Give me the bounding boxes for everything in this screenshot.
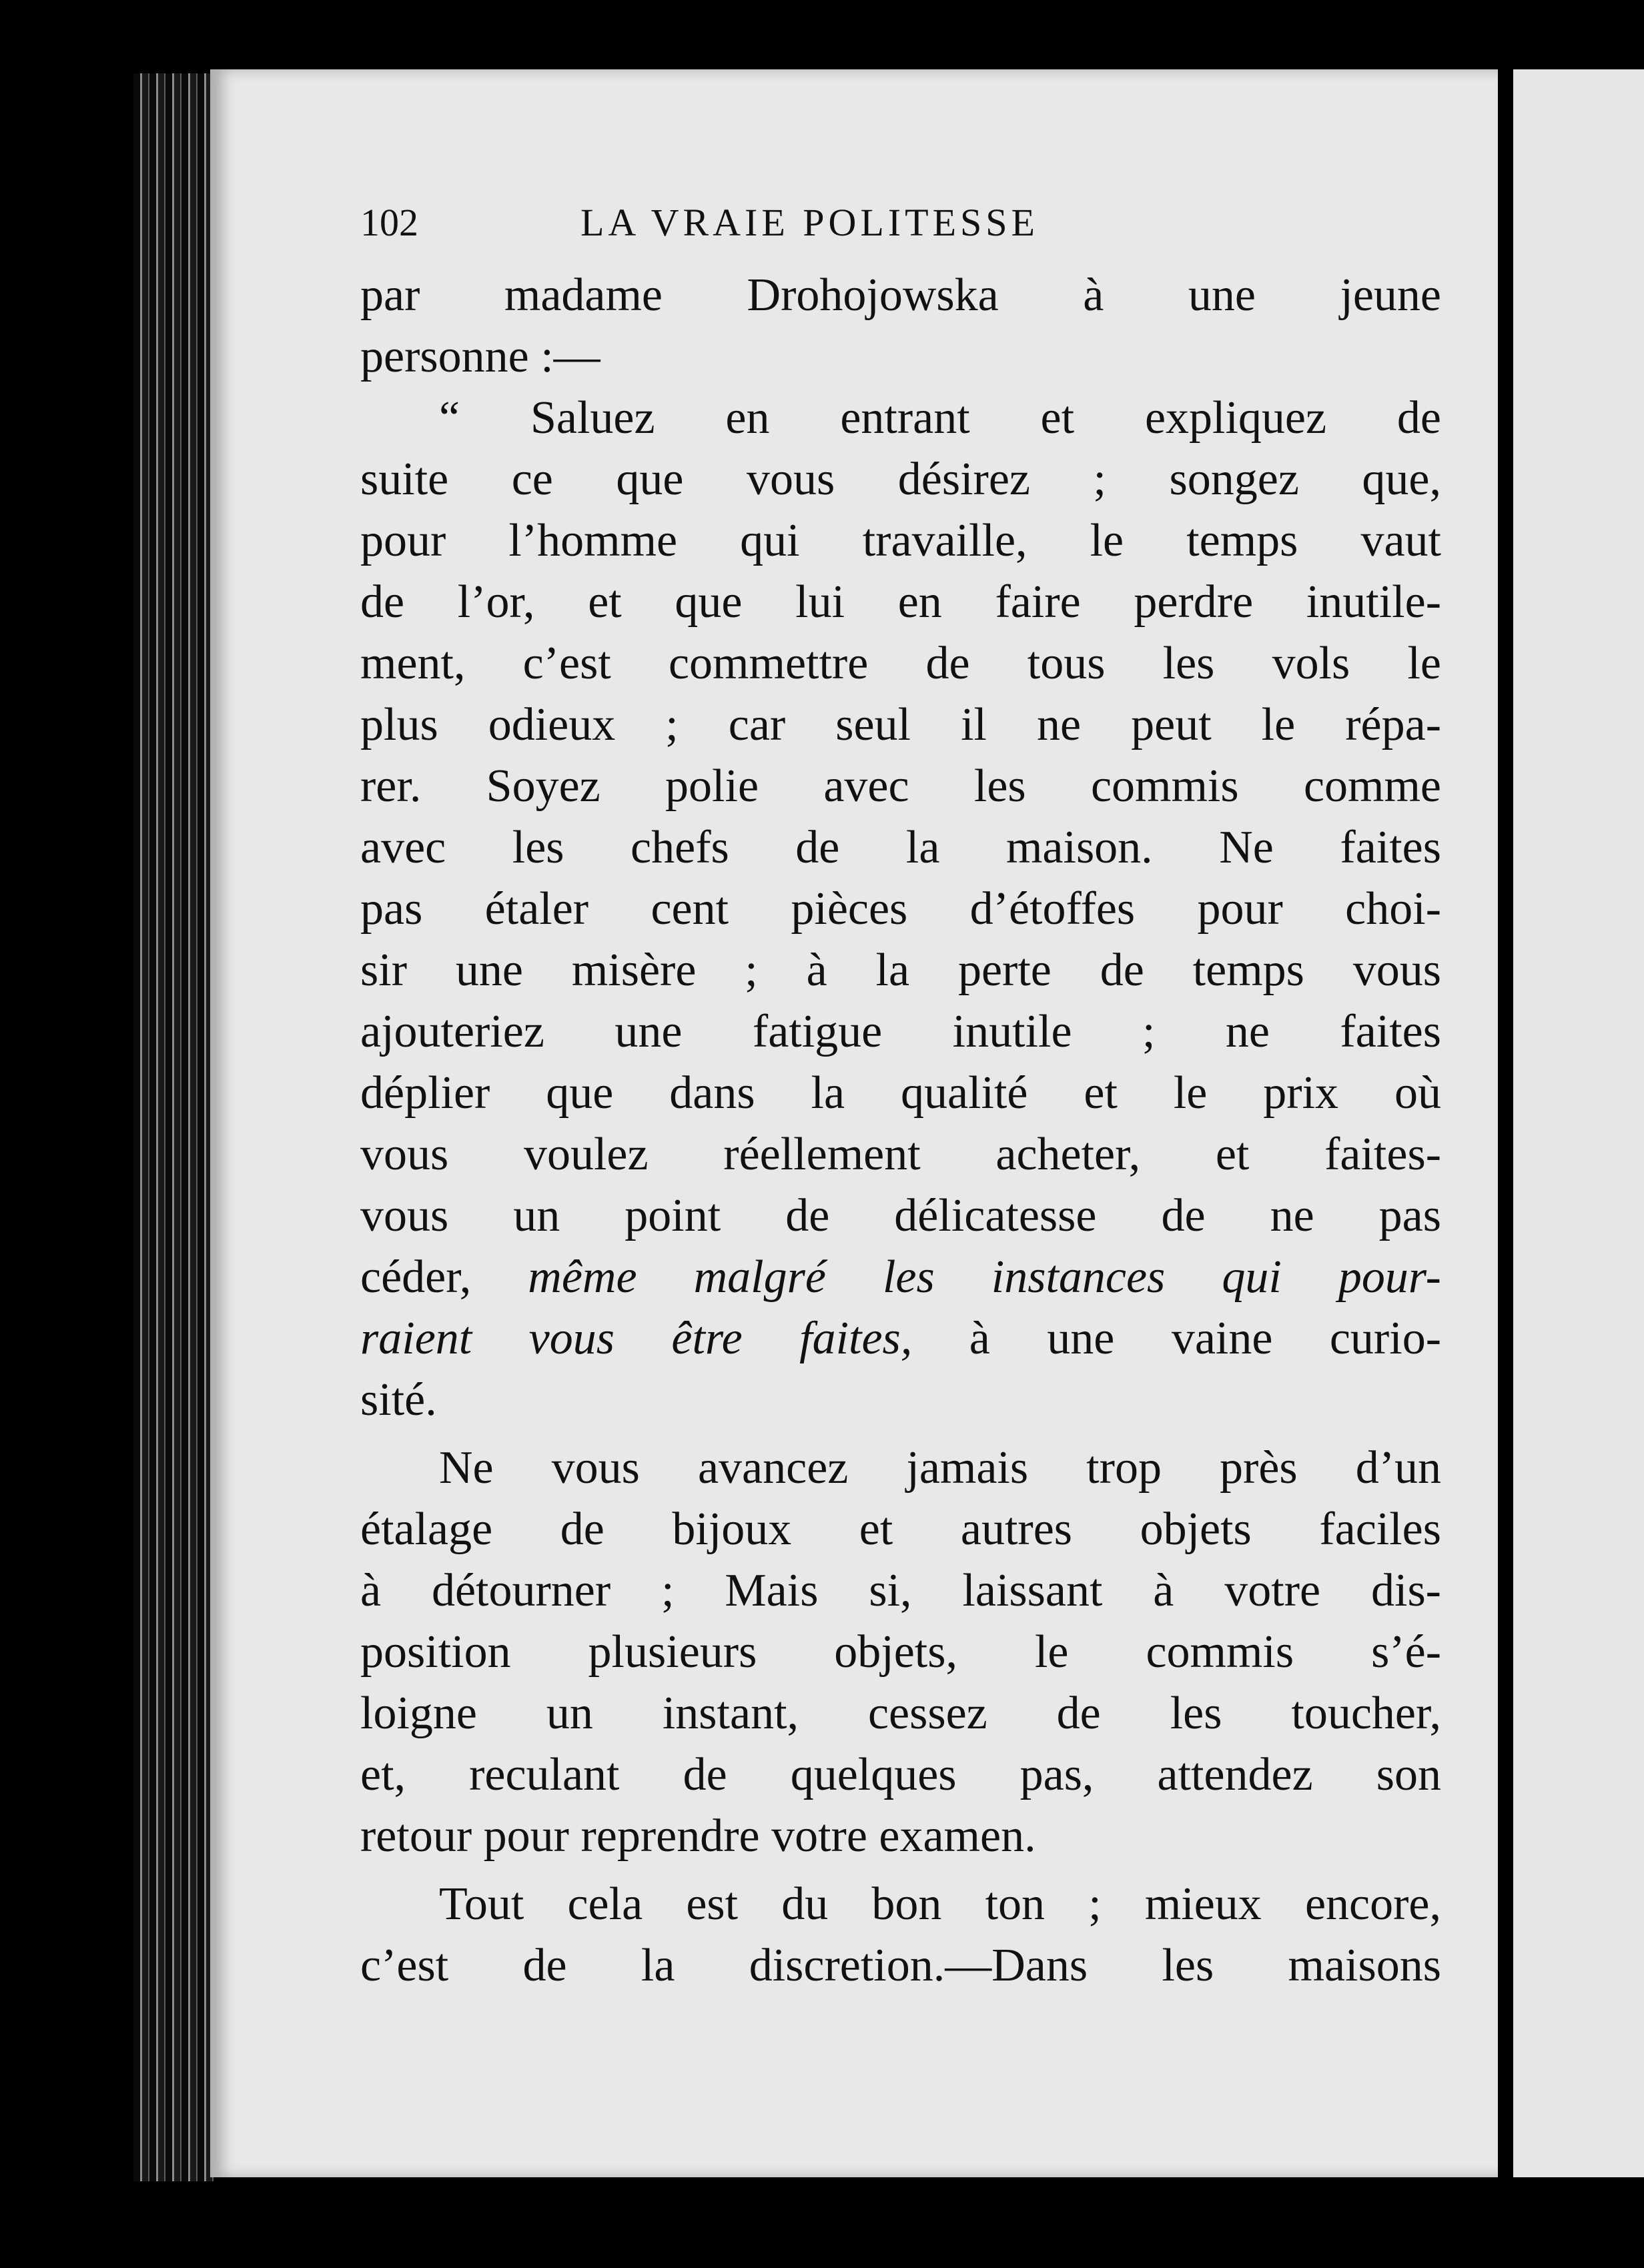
page-number: 102 [360, 201, 418, 244]
text-line: par madame Drohojowska à une jeune [360, 269, 1441, 321]
paragraph-4 [360, 1874, 1441, 1997]
text-line: à détourner ; Mais si, laissant à votre dis- [360, 1565, 1441, 1616]
page-edges [133, 73, 214, 2181]
text-line: c’est de la discretion.—Dans les maisons [360, 1940, 1441, 1991]
text-line: avec les chefs de la maison. Ne faites [360, 822, 1441, 873]
facing-page-edge [1513, 69, 1644, 2177]
text-line: pas étaler cent pièces d’étoffes pour choi- [360, 883, 1441, 935]
italic-text-run: raient vous être faites, [360, 1313, 913, 1364]
text-line: Ne vous avancez jamais trop près d’un [439, 1442, 1441, 1494]
running-title: LA VRAIE POLITESSE [580, 201, 1039, 244]
text-line: sir une misère ; à la perte de temps vous [360, 945, 1441, 996]
text-line-mixed [360, 1308, 1441, 1369]
text-line: de l’or, et que lui en faire perdre inutile- [360, 576, 1441, 628]
text-line: ajouteriez une fatigue inutile ; ne faites [360, 1006, 1441, 1057]
text-line: vous voulez réellement acheter, et faites- [360, 1129, 1441, 1180]
page-text [360, 200, 1441, 1997]
text-line: pour l’homme qui travaille, le temps vaut [360, 515, 1441, 566]
text-line: et, reculant de quelques pas, attendez son [360, 1749, 1441, 1800]
text-line: déplier que dans la qualité et le prix où [360, 1067, 1441, 1119]
text-line: loigne un instant, cessez de les toucher, [360, 1688, 1441, 1739]
text-run: à une vaine curio- [912, 1313, 1442, 1364]
paragraph-3 [360, 1438, 1441, 1867]
text-line: rer. Soyez polie avec les commis comme [360, 760, 1441, 812]
text-run: céder, [360, 1251, 528, 1303]
italic-text-run: même malgré les instances qui pour- [528, 1251, 1441, 1303]
paragraph-2 [360, 388, 1441, 1431]
paragraph-1 [360, 265, 1441, 388]
text-line: vous un point de délicatesse de ne pas [360, 1190, 1441, 1241]
running-head [360, 200, 1441, 245]
text-line: retour pour reprendre votre examen. [360, 1810, 1036, 1862]
text-line: personne :— [360, 331, 600, 382]
text-line: Tout cela est du bon ton ; mieux encore, [439, 1878, 1441, 1930]
text-line: sité. [360, 1374, 437, 1426]
text-line: plus odieux ; car seul il ne peut le répa- [360, 699, 1441, 750]
book-page [210, 69, 1498, 2177]
text-line-mixed [360, 1247, 1441, 1308]
text-line: position plusieurs objets, le commis s’é- [360, 1626, 1441, 1678]
text-line: “ Saluez en entrant et expliquez de [439, 392, 1441, 444]
text-line: suite ce que vous désirez ; songez que, [360, 454, 1441, 505]
text-line: étalage de bijoux et autres objets faciles [360, 1504, 1441, 1555]
text-line: ment, c’est commettre de tous les vols le [360, 638, 1441, 689]
